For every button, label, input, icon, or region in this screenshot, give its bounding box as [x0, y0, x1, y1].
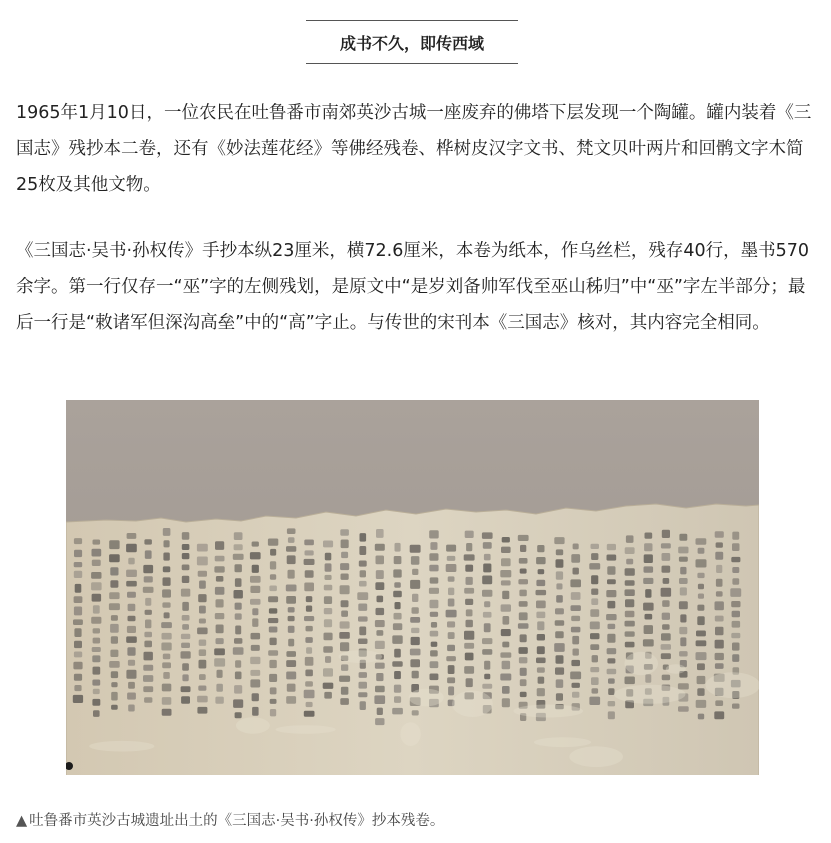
paper-wear-patch [614, 685, 686, 704]
paper-wear-patch [452, 691, 493, 717]
script-column [554, 537, 565, 709]
paper-wear-patch [409, 689, 444, 707]
article-paragraph-2: 《三国志·吴书·孙权传》手抄本纵23厘米，横72.6厘米，本卷为纸本，作乌丝栏，残存40行，墨书570余字。第一行仅存一“巫”字的左侧残划，是原文中“是岁刘备帅军伐至巫山秭归”中“巫”字左半部分；最后一行是“敕诸军但深沟高垒”中的“高”字止。与传世的宋刊本《三国志》核对，其内容完全相同。 [16, 241, 810, 333]
paper-wear-patch [624, 652, 658, 675]
caption-marker: ▲ [16, 813, 28, 829]
section-title: 成书不久，即传西域 [339, 33, 484, 53]
paper-wear-patch [534, 737, 591, 747]
photo-caption [16, 809, 444, 830]
paper-wear-patch [569, 746, 623, 767]
paper-wear-patch [89, 741, 154, 752]
script-column [661, 530, 672, 706]
script-column [446, 545, 457, 707]
paper-wear-patch [339, 650, 383, 663]
paper-wear-patch [706, 672, 760, 698]
section-header [306, 20, 518, 64]
paper-wear-patch [666, 664, 686, 673]
paper-wear-patch [236, 717, 270, 733]
script-column [73, 538, 83, 703]
article-paragraph-1: 1965年1月10日，一位农民在吐鲁番市南郊英沙古城一座废弃的佛塔下层发现一个陶罐。罐内装着《三国志》残抄本二卷，还有《妙法莲花经》等佛经残卷、桦树皮汉字文书、梵文贝叶两片和回鹘文字木简25枚及其他文物。 [16, 103, 812, 195]
paper-wear-patch [276, 725, 336, 734]
paper-wear-patch [400, 722, 420, 746]
manuscript-photo [66, 400, 759, 775]
caption-text: 吐鲁番市英沙古城遗址出土的《三国志·吴书·孙权传》抄本残卷。 [29, 813, 445, 829]
paper-wear-patch [513, 705, 583, 718]
